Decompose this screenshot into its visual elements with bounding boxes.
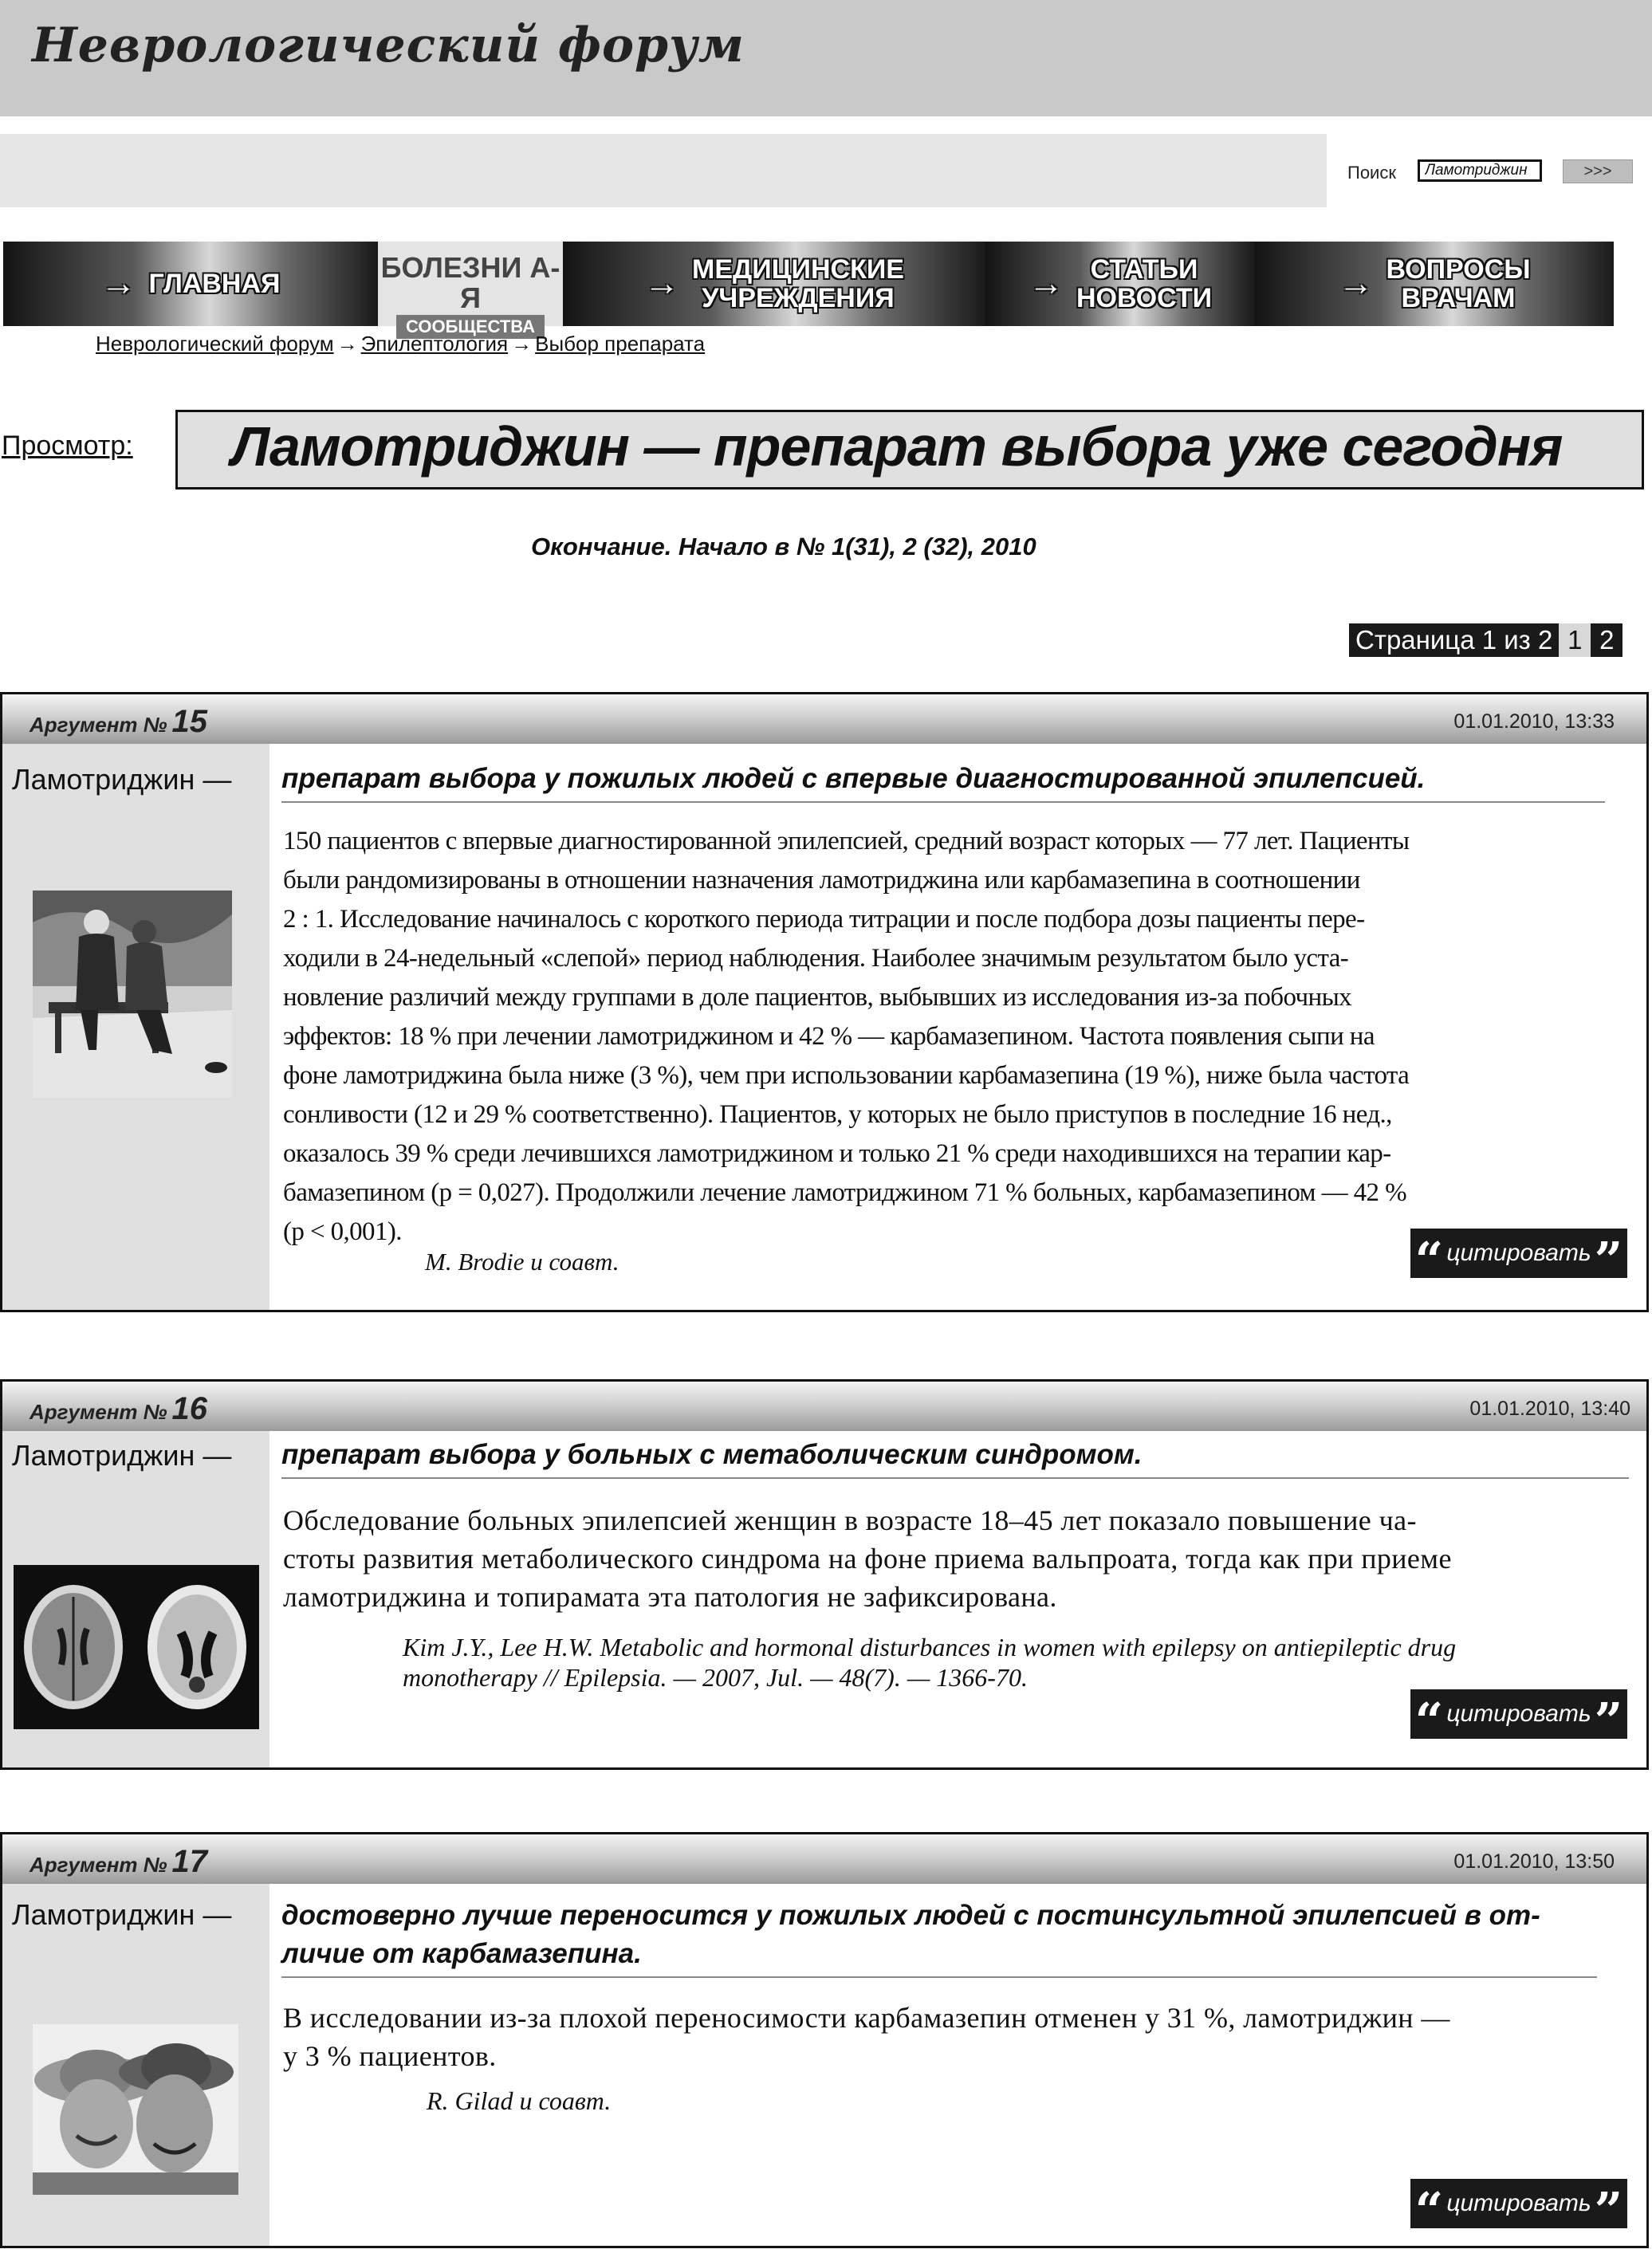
- quote-close-icon: ”: [1594, 1231, 1623, 1289]
- body-line: бамазепином (p = 0,027). Продолжили лечение ламотриджином 71 % больных, карбамазепином — 42 %: [283, 1178, 1406, 1207]
- argument-date: 01.01.2010, 13:33: [1453, 710, 1615, 733]
- nav-diseases[interactable]: [378, 242, 563, 336]
- argument-date: 01.01.2010, 13:50: [1453, 1850, 1615, 1873]
- heading-line: личие от карбамазепина.: [281, 1938, 642, 1969]
- nav-articles[interactable]: [985, 242, 1255, 326]
- breadcrumb-link-drug-choice[interactable]: Выбор препарата: [535, 332, 706, 356]
- search-label: Поиск: [1347, 163, 1396, 183]
- argument-lead: Ламотриджин —: [12, 763, 232, 796]
- argument-number: 15: [171, 704, 208, 739]
- argument-header: [2, 694, 1646, 744]
- page-subtitle: Окончание. Начало в № 1(31), 2 (32), 2010: [531, 533, 1036, 560]
- body-line: стоты развития метаболического синдрома на фоне приема вальпроата, тогда как при приеме: [283, 1543, 1452, 1575]
- search-bar-background: [0, 134, 1327, 207]
- argument-header: [2, 1382, 1646, 1431]
- body-line: ходили в 24-недельный «слепой» период наблюдения. Наиболее значимым результатом было уста-: [283, 944, 1349, 973]
- body-line: оказалось 39 % среди лечившихся ламотриджином и только 21 % среди находившихся на терапии кар-: [283, 1139, 1391, 1168]
- nav-questions-line-1: ВОПРОСЫ: [1386, 254, 1531, 285]
- search-input[interactable]: [1418, 159, 1542, 182]
- pagination-label: Страница 1 из 2: [1349, 623, 1559, 657]
- argument-label: [30, 704, 207, 740]
- argument-card-16: [0, 1379, 1649, 1770]
- body-line: были рандомизированы в отношении назначения ламотриджина или карбамазепина в соотношении: [283, 866, 1360, 894]
- quote-open-icon: “: [1414, 1231, 1444, 1289]
- quote-open-icon: “: [1414, 2181, 1444, 2239]
- quote-button-label: цитировать: [1446, 1701, 1591, 1727]
- nav-institutions-label: [692, 255, 904, 313]
- nav-home[interactable]: [3, 242, 378, 326]
- page-title: Ламотриджин — препарат выбора уже сегодня: [231, 415, 1563, 478]
- body-line: эффектов: 18 % при лечении ламотриджином и 42 % — карбамазепином. Частота появления сыпи на: [283, 1022, 1375, 1051]
- argument-heading: препарат выбора у пожилых людей с впервые диагностированной эпилепсией.: [281, 760, 1605, 803]
- argument-label-text: Аргумент №: [30, 1400, 167, 1424]
- citation-line: Kim J.Y., Lee H.W. Metabolic and hormonal disturbances in women with epilepsy on antiepileptic drug: [403, 1633, 1457, 1661]
- body-line: Обследование больных эпилепсией женщин в возрасте 18–45 лет показало повышение ча-: [283, 1504, 1417, 1536]
- nav-articles-label: [1076, 255, 1212, 313]
- body-line: (p < 0,001).: [283, 1217, 402, 1246]
- arrow-right-icon: →: [336, 332, 358, 356]
- nav-home-label: ГЛАВНАЯ: [148, 269, 281, 299]
- argument-date: 01.01.2010, 13:40: [1469, 1398, 1630, 1420]
- main-nav: [3, 242, 1614, 336]
- citation-line: monotherapy // Epilepsia. — 2007, Jul. — 48(7). — 1366-70.: [403, 1663, 1028, 1692]
- argument-label-text: Аргумент №: [30, 1853, 167, 1877]
- nav-questions[interactable]: [1255, 242, 1614, 326]
- nav-communities-label[interactable]: СООБЩЕСТВА: [396, 315, 545, 339]
- argument-body: [283, 1501, 1638, 1616]
- nav-diseases-label: БОЛЕЗНИ А-Я: [380, 251, 560, 314]
- body-line: у 3 % пациентов.: [283, 2040, 497, 2072]
- argument-card-15: [0, 692, 1649, 1312]
- nav-institutions-line-2: УЧРЕЖДЕНИЯ: [702, 283, 895, 313]
- nav-questions-line-2: ВРАЧАМ: [1401, 283, 1516, 313]
- brain-mri-image: [14, 1565, 259, 1729]
- body-line: сонливости (12 и 29 % соответственно). Пациентов, у которых не было приступов в последние 16 нед.,: [283, 1100, 1392, 1129]
- argument-lead: Ламотриджин —: [12, 1898, 232, 1931]
- body-line: В исследовании из-за плохой переносимости карбамазепин отменен у 31 %, ламотриджин —: [283, 2002, 1450, 2034]
- quote-close-icon: ”: [1594, 1692, 1623, 1750]
- argument-body: [283, 1999, 1638, 2075]
- body-line: ламотриджина и топирамата эта патология не зафиксирована.: [283, 1581, 1057, 1613]
- quote-button[interactable]: [1410, 1229, 1627, 1289]
- argument-lead: Ламотриджин —: [12, 1439, 232, 1472]
- nav-articles-line-1: СТАТЬИ: [1090, 254, 1198, 285]
- arrow-right-icon: →: [1338, 264, 1374, 303]
- argument-heading: препарат выбора у больных с метаболическим синдромом.: [281, 1436, 1629, 1479]
- quote-button-label: цитировать: [1446, 2190, 1591, 2216]
- nav-institutions-line-1: МЕДИЦИНСКИЕ: [692, 254, 904, 285]
- nav-institutions[interactable]: [563, 242, 985, 326]
- arrow-right-icon: →: [1028, 264, 1064, 303]
- argument-sidebar: [2, 1884, 269, 2246]
- argument-sidebar: [2, 744, 269, 1310]
- breadcrumb-link-forum[interactable]: Неврологический форум: [96, 332, 334, 356]
- heading-line: достоверно лучше переносится у пожилых людей с постинсультной эпилепсией в от-: [281, 1900, 1540, 1931]
- argument-heading: [281, 1897, 1597, 1978]
- body-line: новление различий между группами в доле пациентов, выбывших из исследования из-за побочных: [283, 983, 1352, 1012]
- quote-open-icon: “: [1414, 1692, 1444, 1750]
- arrow-right-icon: →: [644, 264, 680, 303]
- argument-label: [30, 1844, 207, 1880]
- body-line: 2 : 1. Исследование начиналось с короткого периода титрации и после подбора дозы пациенты пере-: [283, 905, 1365, 934]
- page-link-2[interactable]: 2: [1591, 623, 1622, 657]
- nav-questions-label: [1386, 255, 1530, 313]
- argument-header: [2, 1834, 1646, 1884]
- argument-label: [30, 1391, 207, 1427]
- argument-number: 16: [171, 1391, 208, 1426]
- quote-close-icon: ”: [1594, 2181, 1623, 2239]
- elderly-couple-bench-photo: [33, 891, 232, 1098]
- argument-sidebar: [2, 1431, 269, 1767]
- nav-articles-line-2: НОВОСТИ: [1076, 283, 1213, 313]
- arrow-right-icon: →: [100, 264, 136, 303]
- body-line: 150 пациентов с впервые диагностированной эпилепсией, средний возраст которых — 77 лет. Пациенты: [283, 827, 1410, 855]
- quote-button-label: цитировать: [1446, 1240, 1591, 1266]
- breadcrumb-link-epileptology[interactable]: Эпилептология: [360, 332, 509, 356]
- quote-button[interactable]: [1410, 1689, 1627, 1750]
- arrow-right-icon: →: [511, 332, 533, 356]
- argument-citation: M. Brodie и соавт.: [425, 1248, 620, 1276]
- search-button[interactable]: >>>: [1563, 159, 1633, 183]
- argument-number: 17: [171, 1844, 208, 1879]
- page-link-1[interactable]: 1: [1559, 623, 1591, 657]
- site-title[interactable]: Неврологический форум: [32, 18, 745, 73]
- argument-card-17: [0, 1832, 1649, 2248]
- argument-body: [283, 822, 1638, 1252]
- argument-citation: [403, 1632, 1456, 1693]
- argument-citation: R. Gilad и соавт.: [427, 2086, 612, 2115]
- quote-button[interactable]: [1410, 2179, 1627, 2239]
- elderly-couple-portrait-photo: [33, 2024, 238, 2195]
- argument-label-text: Аргумент №: [30, 713, 167, 737]
- breadcrumb: [96, 332, 705, 356]
- view-label: Просмотр:: [2, 431, 133, 461]
- body-line: фоне ламотриджина была ниже (3 %), чем при использовании карбамазепина (19 %), ниже была частота: [283, 1061, 1410, 1090]
- pagination: [1349, 623, 1622, 657]
